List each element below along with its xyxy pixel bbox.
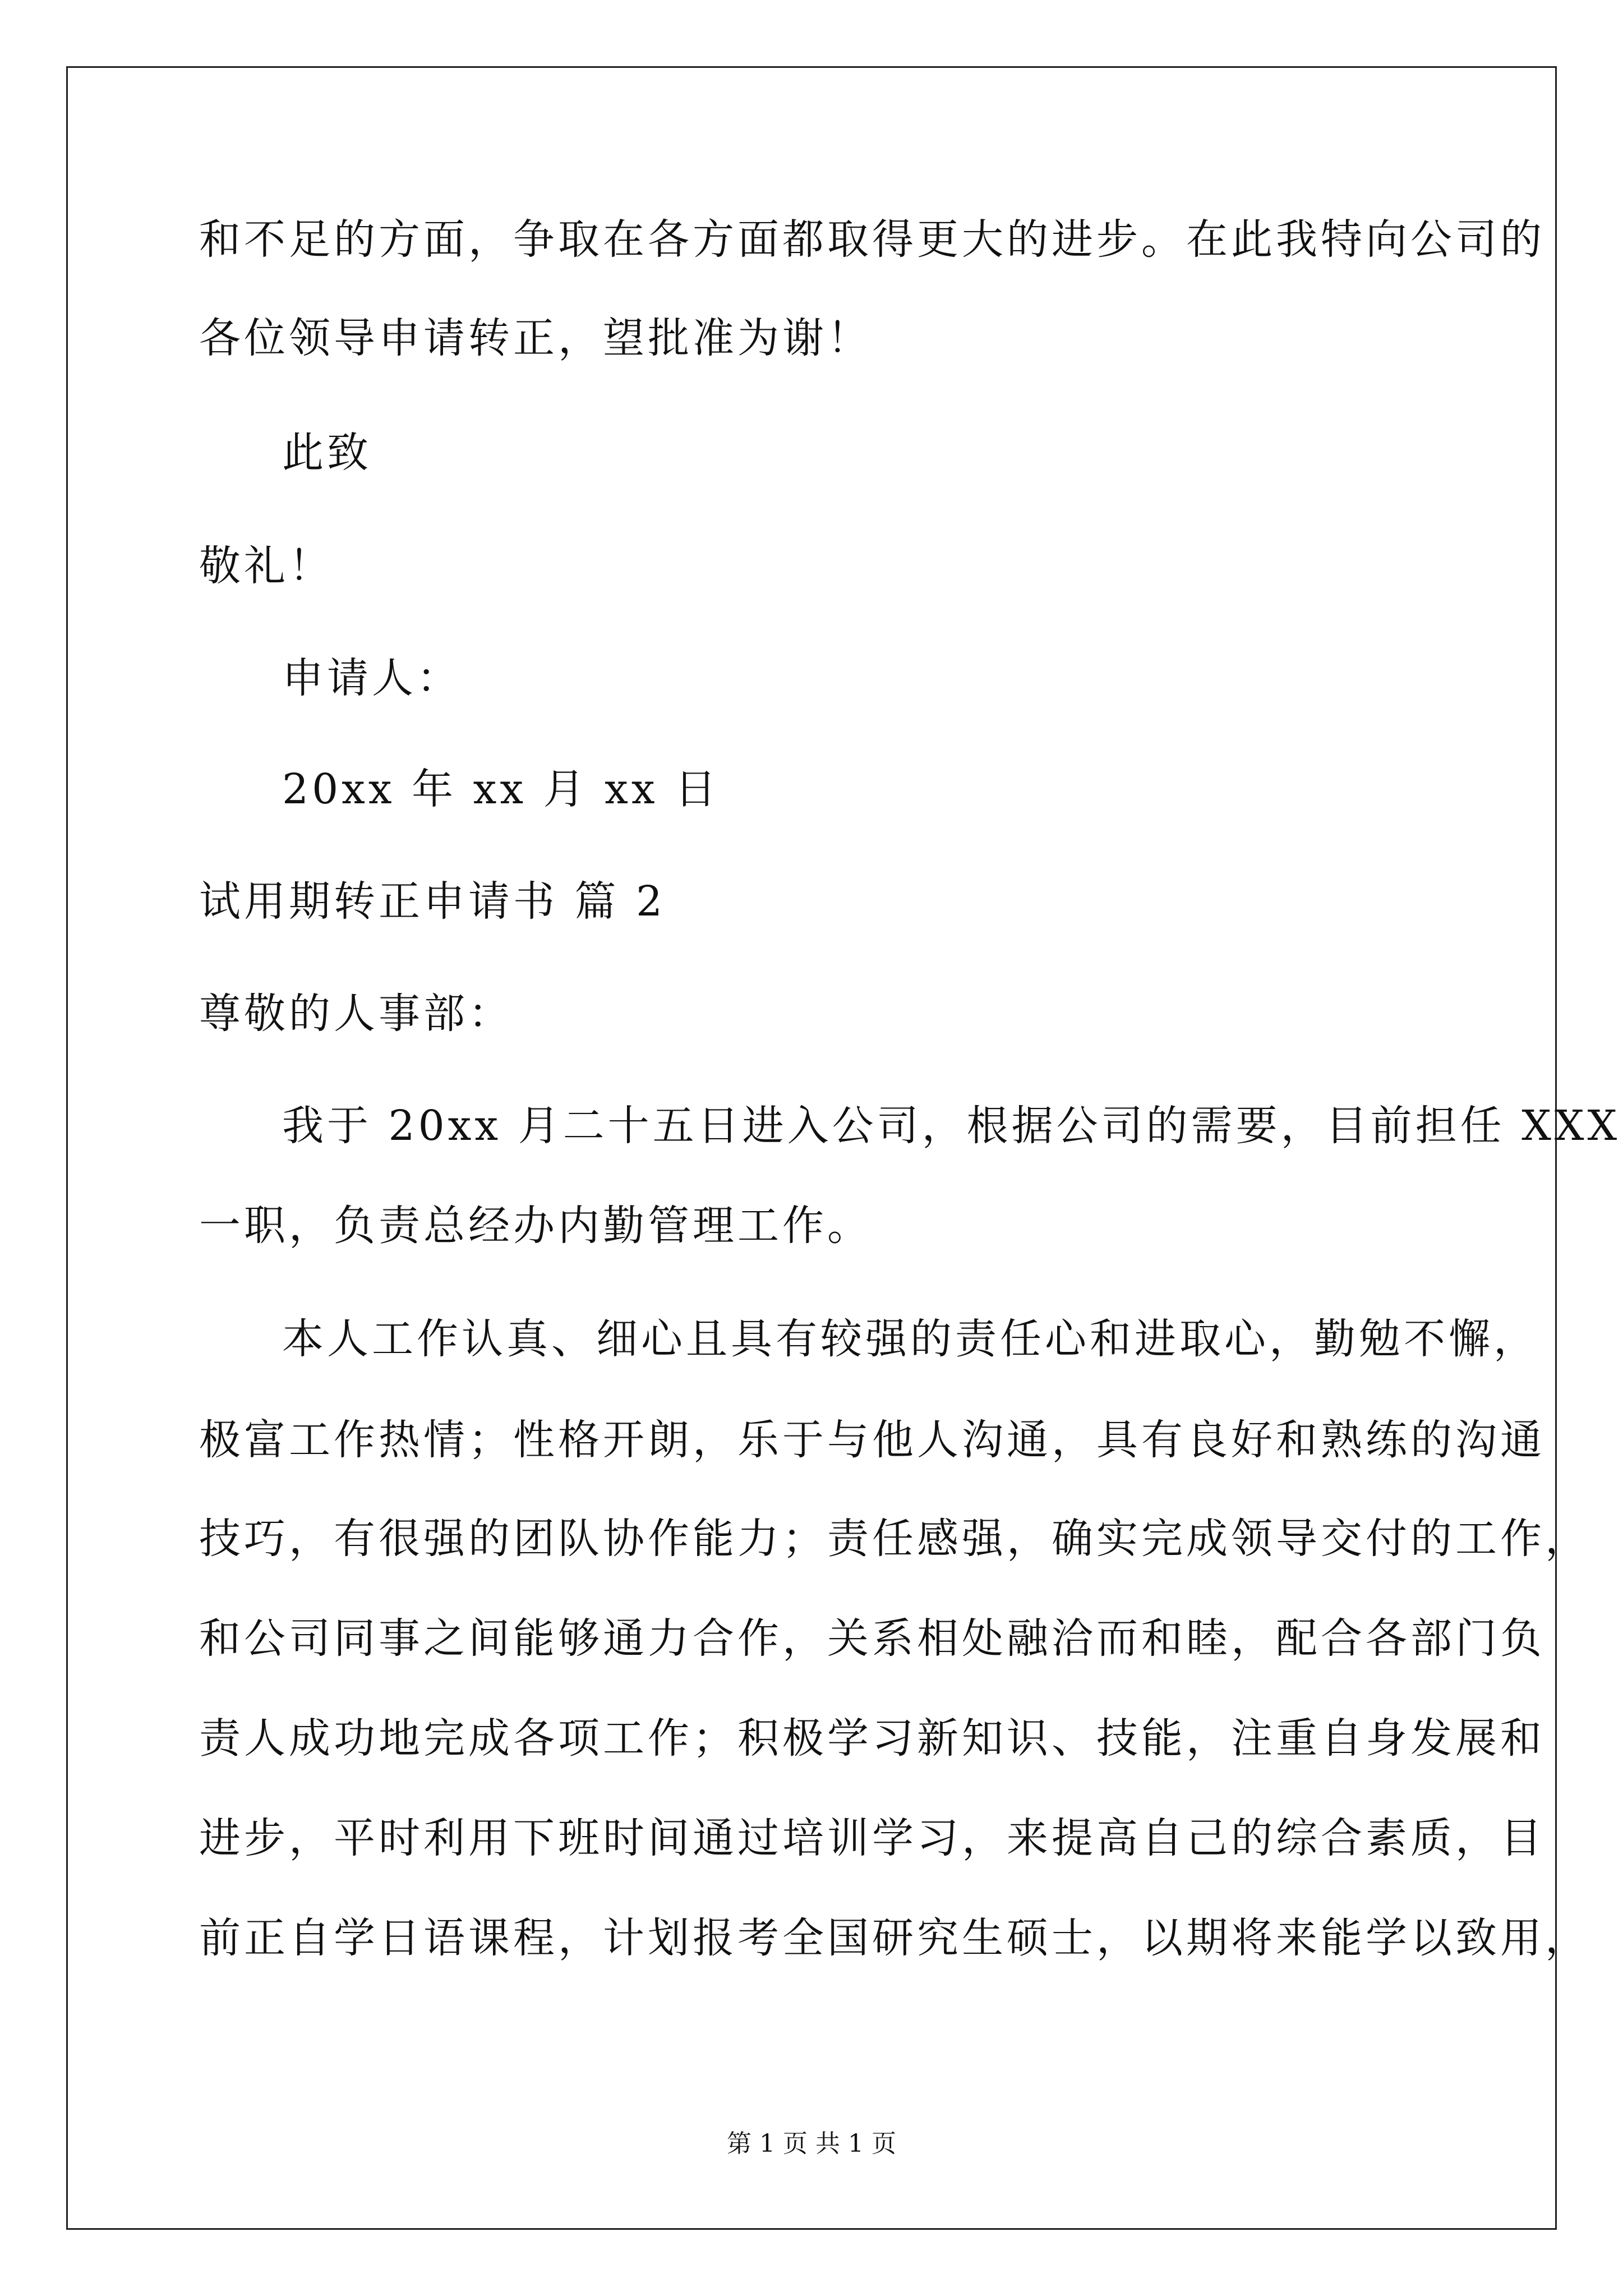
closing-respect: 敬礼！ (199, 542, 334, 590)
recipient-greeting: 尊敬的人事部： (199, 990, 513, 1038)
text-line: 进步，平时利用下班时间通过培训学习，来提高自己的综合素质，目 (199, 1814, 1545, 1862)
text-line: 我于 20xx 月二十五日进入公司，根据公司的需要，目前担任 XXX (282, 1102, 1621, 1150)
applicant-label: 申请人： (282, 654, 462, 702)
text-line: 本人工作认真、细心且具有较强的责任心和进取心，勤勉不懈， (282, 1315, 1538, 1363)
closing-salutation: 此致 (282, 429, 372, 477)
text-line: 和不足的方面，争取在各方面都取得更大的进步。在此我特向公司的 (199, 215, 1545, 264)
text-line: 一职，负责总经办内勤管理工作。 (199, 1202, 872, 1250)
text-line: 前正自学日语课程，计划报考全国研究生硕士，以期将来能学以致用， (199, 1914, 1590, 1962)
text-line: 各位领导申请转正，望批准为谢！ (199, 314, 872, 362)
text-line: 极富工作热情；性格开朗，乐于与他人沟通，具有良好和熟练的沟通 (199, 1416, 1545, 1464)
text-line: 技巧，有很强的团队协作能力；责任感强，确实完成领导交付的工作， (199, 1515, 1590, 1563)
text-line: 责人成功地完成各项工作；积极学习新知识、技能，注重自身发展和 (199, 1714, 1545, 1763)
page-number-footer: 第 1 页 共 1 页 (727, 2129, 896, 2158)
date-line: 20xx 年 xx 月 xx 日 (282, 765, 720, 813)
text-line: 和公司同事之间能够通力合作，关系相处融洽而和睦，配合各部门负 (199, 1614, 1545, 1663)
section-title: 试用期转正申请书 篇 2 (199, 877, 666, 926)
